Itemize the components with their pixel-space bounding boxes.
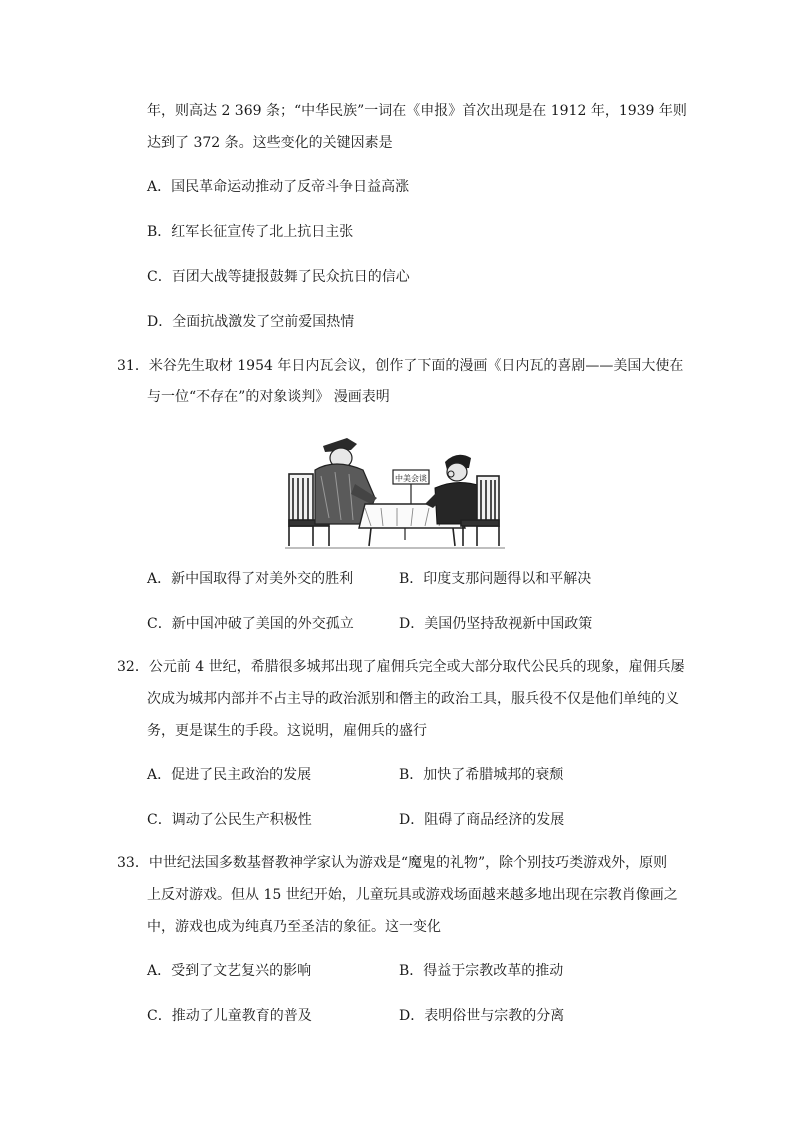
q32-option-b: B．加快了希腊城邦的衰颓 [399,767,564,783]
cartoon-geneva-conference [285,428,505,550]
q33-option-c: C．推动了儿童教育的普及 [147,1008,312,1024]
q30-stem-line-1: 年，则高达 2 369 条；“中华民族”一词在《申报》首次出现是在 1912 年，1939 年则 [147,103,687,119]
q32-stem-line-3: 务，更是谋生的手段。这说明，雇佣兵的盛行 [147,723,427,739]
q31-stem-line-1: 31．米谷先生取材 1954 年日内瓦会议，创作了下面的漫画《日内瓦的喜剧——美国大使在 [117,358,684,374]
q32-option-c: C．调动了公民生产积极性 [147,812,312,828]
q31-option-c: C．新中国冲破了美国的外交孤立 [147,616,354,632]
q30-option-d: D．全面抗战激发了空前爱国热情 [147,314,355,330]
q32-option-d: D．阻碍了商品经济的发展 [399,812,565,828]
q33-stem-line-2: 上反对游戏。但从 15 世纪开始，儿童玩具或游戏场面越来越多地出现在宗教肖像画之 [147,887,678,903]
table-sign-text: 中美会谈 [395,474,427,483]
q33-stem-line-3: 中，游戏也成为纯真乃至圣洁的象征。这一变化 [147,919,441,935]
q32-option-a: A．促进了民主政治的发展 [147,767,312,783]
q30-option-c: C．百团大战等捷报鼓舞了民众抗日的信心 [147,269,410,285]
q32-stem-line-1: 32．公元前 4 世纪，希腊很多城邦出现了雇佣兵完全或大部分取代公民兵的现象，雇佣兵屡 [117,659,685,675]
q30-stem-line-2: 达到了 372 条。这些变化的关键因素是 [147,135,393,151]
q33-option-a: A．受到了文艺复兴的影响 [147,963,312,979]
q31-option-a: A．新中国取得了对美外交的胜利 [147,571,354,587]
q31-option-d: D．美国仍坚持敌视新中国政策 [399,616,593,632]
q32-stem-line-2: 次成为城邦内部并不占主导的政治派别和僭主的政治工具，服兵役不仅是他们单纯的义 [147,691,679,707]
q30-option-b: B．红军长征宣传了北上抗日主张 [147,224,354,240]
q33-option-b: B．得益于宗教改革的推动 [399,963,564,979]
q33-stem-line-1: 33．中世纪法国多数基督教神学家认为游戏是“魔鬼的礼物”，除个别技巧类游戏外，原则 [117,855,668,871]
q31-option-b: B．印度支那问题得以和平解决 [399,571,592,587]
table-sign [393,470,429,504]
q30-option-a: A．国民革命运动推动了反帝斗争日益高涨 [147,179,410,195]
q33-option-d: D．表明俗世与宗教的分离 [399,1008,565,1024]
q31-stem-line-2: 与一位“不存在”的对象谈判》 漫画表明 [147,389,390,405]
